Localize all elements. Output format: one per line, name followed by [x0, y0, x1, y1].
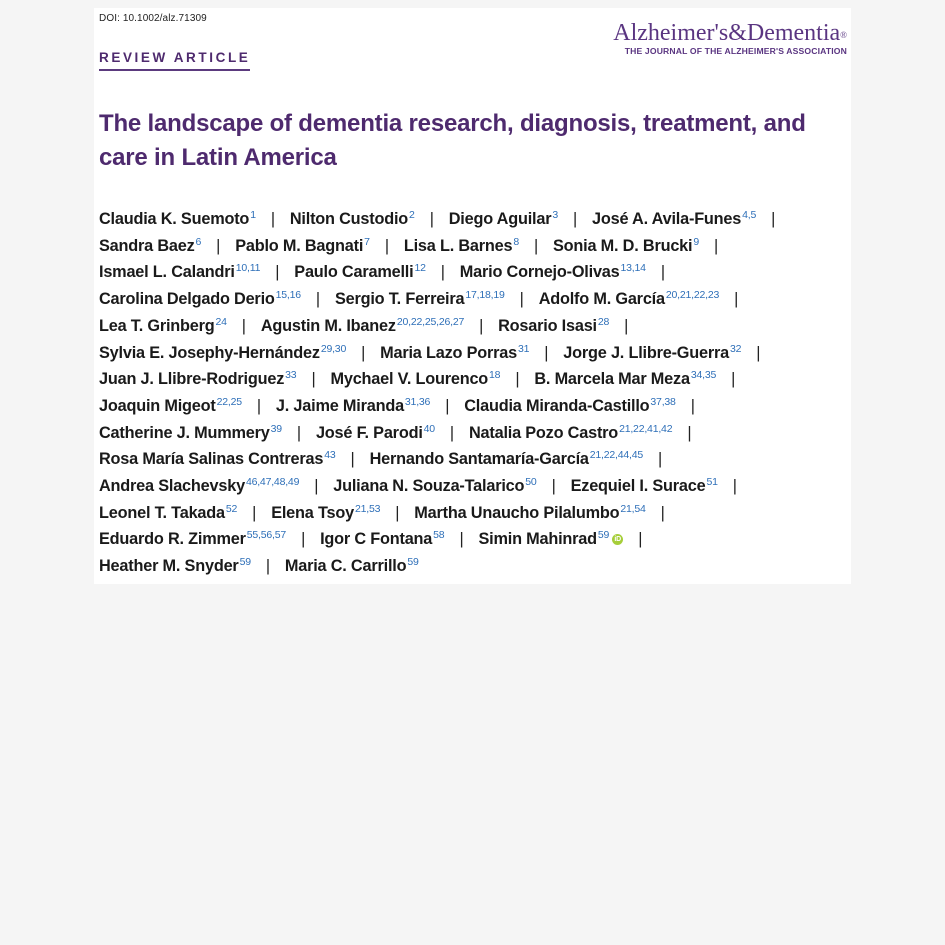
author-line [99, 313, 844, 340]
article-title: The landscape of dementia research, diagnosis, treatment, and care in Latin America [99, 110, 806, 171]
author-name-text: Heather M. Snyder [99, 557, 239, 576]
author-name-text: Rosa María Salinas Contreras [99, 450, 324, 469]
author-name[interactable] [99, 424, 282, 442]
author-separator: | [429, 210, 434, 228]
author-separator: | [252, 503, 257, 522]
author-name[interactable] [469, 424, 672, 442]
author-line [99, 500, 844, 527]
author-name-text: Carolina Delgado Derio [99, 290, 275, 309]
author-name[interactable] [539, 290, 719, 308]
author-separator: | [660, 503, 665, 522]
article-first-page [94, 8, 851, 584]
author-name[interactable] [320, 530, 444, 548]
author-name[interactable] [370, 450, 643, 468]
author-name[interactable] [478, 530, 623, 548]
author-separator: | [270, 210, 275, 228]
author-separator: | [515, 370, 520, 389]
author-name-text: Adolfo M. García [538, 290, 665, 309]
author-name-text: Maria Lazo Porras [380, 343, 517, 362]
journal-title-part1: Alzheimer's [613, 20, 729, 46]
author-name-text: Martha Unaucho Pilalumbo [414, 503, 620, 522]
author-name-text: Ezequiel I. Surace [570, 477, 706, 496]
affiliation-number[interactable]: 59 [239, 556, 251, 569]
author-separator: | [690, 396, 695, 415]
author-separator: | [315, 290, 320, 309]
author-separator: | [445, 396, 450, 415]
affiliation-number[interactable]: 21,53 [354, 502, 381, 515]
affiliation-number[interactable]: 28 [597, 315, 610, 328]
author-name[interactable] [99, 370, 296, 388]
author-name[interactable] [99, 344, 346, 362]
affiliation-number[interactable]: 21,22,41,42 [619, 422, 673, 435]
author-name-text: Sonia M. D. Brucki [553, 236, 693, 255]
journal-subtitle: THE JOURNAL OF THE ALZHEIMER'S ASSOCIATION [624, 46, 847, 56]
author-separator: | [384, 236, 389, 255]
author-name[interactable] [285, 557, 419, 575]
author-name-text: Andrea Slachevsky [99, 477, 245, 496]
author-separator: | [275, 263, 280, 282]
doi-text[interactable]: DOI: 10.1002/alz.71309 [99, 13, 207, 24]
author-line [99, 259, 844, 286]
author-name[interactable] [335, 290, 505, 308]
author-name-text: Joaquin Migeot [99, 396, 216, 415]
affiliation-number[interactable]: 22,25 [216, 395, 242, 408]
author-separator: | [265, 557, 270, 576]
author-name-text: Sandra Baez [99, 236, 195, 255]
author-name-text: Sylvia E. Josephy-Hernández [99, 343, 320, 362]
author-separator: | [459, 530, 464, 549]
author-separator: | [519, 290, 524, 309]
author-separator: | [638, 530, 643, 549]
author-name-text: Igor C Fontana [320, 530, 433, 549]
author-name[interactable] [99, 477, 299, 495]
author-separator: | [479, 316, 484, 335]
author-name-text: J. Jaime Miranda [275, 396, 404, 415]
author-name-text: Claudia Miranda-Castillo [464, 396, 650, 415]
author-separator: | [624, 316, 629, 335]
affiliation-number[interactable]: 31,36 [404, 395, 431, 408]
author-name-text: Jorge J. Llibre-Guerra [563, 343, 729, 362]
affiliation-number[interactable]: 4,5 [742, 209, 757, 221]
author-name[interactable] [99, 530, 286, 548]
affiliation-number[interactable]: 17,18,19 [465, 289, 505, 302]
author-separator: | [734, 290, 739, 309]
author-name-text: Nilton Custodio [289, 210, 409, 228]
affiliation-number[interactable]: 20,22,25,26,27 [396, 315, 465, 328]
affiliation-number[interactable]: 52 [225, 502, 238, 515]
author-name[interactable] [99, 557, 251, 575]
author-separator: | [311, 370, 316, 389]
author-separator: | [658, 450, 663, 469]
author-separator: | [301, 530, 306, 549]
affiliation-number[interactable]: 3 [552, 209, 558, 221]
affiliation-number[interactable]: 29,30 [320, 342, 347, 355]
affiliation-number[interactable]: 46,47,48,49 [245, 476, 300, 489]
author-name[interactable] [414, 504, 645, 522]
author-line [99, 286, 844, 313]
author-name[interactable] [99, 317, 227, 335]
author-name[interactable] [498, 317, 609, 335]
affiliation-number[interactable]: 7 [364, 235, 370, 248]
author-name-text: Ismael L. Calandri [99, 263, 235, 282]
author-name-text: Mario Cornejo-Olivas [459, 263, 620, 282]
affiliation-number[interactable]: 1 [250, 209, 256, 221]
affiliation-number[interactable]: 59 [597, 529, 610, 542]
author-name-text: Maria C. Carrillo [284, 557, 407, 576]
author-name[interactable] [290, 210, 415, 228]
affiliation-number[interactable]: 37,38 [650, 395, 676, 408]
affiliation-number[interactable]: 34,35 [690, 369, 717, 382]
author-name[interactable] [271, 504, 380, 522]
section-label: REVIEW ARTICLE [99, 50, 250, 71]
author-name[interactable] [235, 237, 370, 255]
affiliation-number[interactable]: 58 [433, 529, 445, 542]
author-separator: | [350, 450, 355, 469]
author-separator: | [449, 423, 454, 442]
author-name-text: Catherine J. Mummery [99, 423, 270, 442]
author-name-text: Leonel T. Takada [99, 503, 225, 522]
author-name-text: Lea T. Grinberg [99, 316, 215, 335]
author-separator: | [256, 396, 261, 415]
author-name[interactable] [333, 477, 536, 495]
author-name-text: Sergio T. Ferreira [334, 290, 465, 309]
author-separator: | [687, 423, 692, 442]
author-name[interactable] [464, 397, 675, 415]
author-separator: | [551, 477, 556, 496]
journal-ampersand: & [728, 20, 747, 46]
author-name-text: Elena Tsoy [271, 503, 354, 522]
author-name-text: Hernando Santamaría-García [369, 450, 589, 469]
author-separator: | [361, 343, 366, 362]
affiliation-number[interactable]: 43 [324, 449, 336, 462]
author-separator: | [395, 503, 400, 522]
author-name[interactable] [330, 370, 500, 388]
author-separator: | [296, 423, 301, 442]
affiliation-number[interactable]: 10,11 [235, 262, 261, 275]
affiliation-number[interactable]: 20,21,22,23 [665, 289, 720, 302]
affiliation-number[interactable]: 40 [423, 422, 435, 435]
author-name[interactable] [294, 263, 425, 281]
author-separator: | [544, 343, 549, 362]
author-name[interactable] [99, 237, 201, 255]
affiliation-number[interactable]: 50 [525, 476, 537, 489]
author-list [99, 206, 844, 580]
author-line [99, 206, 844, 233]
author-name-text: José A. Avila-Funes [592, 210, 742, 228]
author-name[interactable] [276, 397, 430, 415]
author-name[interactable] [99, 210, 256, 228]
author-name[interactable] [99, 290, 301, 308]
author-separator: | [314, 477, 319, 496]
affiliation-number[interactable]: 32 [730, 342, 742, 355]
author-line [99, 233, 844, 260]
affiliation-number[interactable]: 2 [409, 209, 415, 221]
author-line [99, 366, 844, 393]
affiliation-number[interactable]: 21,22,44,45 [589, 449, 644, 462]
author-name-text: Juan J. Llibre-Rodriguez [99, 370, 285, 389]
author-separator: | [241, 316, 246, 335]
affiliation-number[interactable]: 18 [489, 369, 501, 382]
affiliation-number[interactable]: 9 [693, 235, 699, 248]
affiliation-number[interactable]: 15,16 [275, 289, 301, 302]
author-separator: | [660, 263, 665, 282]
author-name[interactable] [571, 477, 718, 495]
author-name[interactable] [534, 370, 716, 388]
author-name-text: José F. Parodi [315, 423, 423, 442]
author-separator: | [216, 236, 221, 255]
author-separator: | [533, 236, 539, 255]
author-line [99, 526, 844, 553]
affiliation-number[interactable]: 8 [513, 235, 519, 248]
author-name[interactable] [99, 504, 237, 522]
author-name-text: Natalia Pozo Castro [468, 423, 619, 442]
author-name[interactable] [563, 344, 741, 362]
affiliation-number[interactable]: 39 [270, 422, 282, 435]
author-line [99, 446, 844, 473]
author-name-text: B. Marcela Mar Meza [534, 370, 690, 389]
affiliation-number[interactable]: 33 [285, 369, 297, 382]
author-separator: | [714, 236, 719, 255]
author-name[interactable] [553, 237, 699, 255]
author-name-text: Pablo M. Bagnati [235, 236, 364, 255]
author-name[interactable] [460, 263, 646, 281]
affiliation-number[interactable]: 12 [414, 262, 426, 275]
affiliation-number[interactable]: 55,56,57 [246, 529, 287, 542]
author-name-text: Juliana N. Souza-Talarico [333, 477, 525, 496]
author-separator: | [731, 370, 736, 389]
affiliation-number[interactable]: 21,54 [620, 502, 646, 515]
author-separator: | [573, 210, 578, 228]
author-line [99, 340, 844, 367]
author-separator: | [771, 210, 776, 228]
affiliation-number[interactable]: 13,14 [620, 262, 646, 275]
author-name-text: Diego Aguilar [448, 210, 552, 228]
author-separator: | [440, 263, 445, 282]
author-name-text: Lisa L. Barnes [403, 236, 513, 255]
author-name[interactable] [449, 210, 558, 228]
author-line [99, 553, 844, 580]
author-name-text: Eduardo R. Zimmer [99, 530, 246, 549]
author-line [99, 420, 844, 447]
author-separator: | [732, 477, 737, 496]
author-name[interactable] [592, 210, 756, 228]
author-name[interactable] [99, 397, 242, 415]
affiliation-number[interactable]: 6 [195, 235, 202, 248]
author-name-text: Agustin M. Ibanez [260, 316, 396, 335]
author-name[interactable] [404, 237, 519, 255]
author-name-text: Rosario Isasi [498, 316, 597, 335]
journal-logo [613, 20, 847, 46]
author-name[interactable] [99, 263, 260, 281]
journal-title-part2: Dementia [746, 20, 841, 46]
registered-mark: ® [840, 30, 847, 40]
author-name-text: Simin Mahinrad [478, 530, 597, 549]
author-line [99, 393, 844, 420]
author-name[interactable] [316, 424, 435, 442]
affiliation-number[interactable]: 24 [215, 315, 227, 328]
author-name-text: Mychael V. Lourenco [330, 370, 489, 389]
author-name[interactable] [99, 450, 336, 468]
author-name-text: Paulo Caramelli [294, 263, 414, 282]
author-name[interactable] [261, 317, 464, 335]
affiliation-number[interactable]: 31 [517, 342, 530, 355]
journal-masthead[interactable] [613, 20, 847, 56]
orcid-icon[interactable]: iD [612, 534, 623, 545]
author-name[interactable] [380, 344, 529, 362]
affiliation-number[interactable]: 59 [407, 556, 419, 569]
author-line [99, 473, 844, 500]
author-name-text: Claudia K. Suemoto [99, 210, 250, 228]
author-separator: | [756, 343, 761, 362]
affiliation-number[interactable]: 51 [706, 476, 718, 489]
